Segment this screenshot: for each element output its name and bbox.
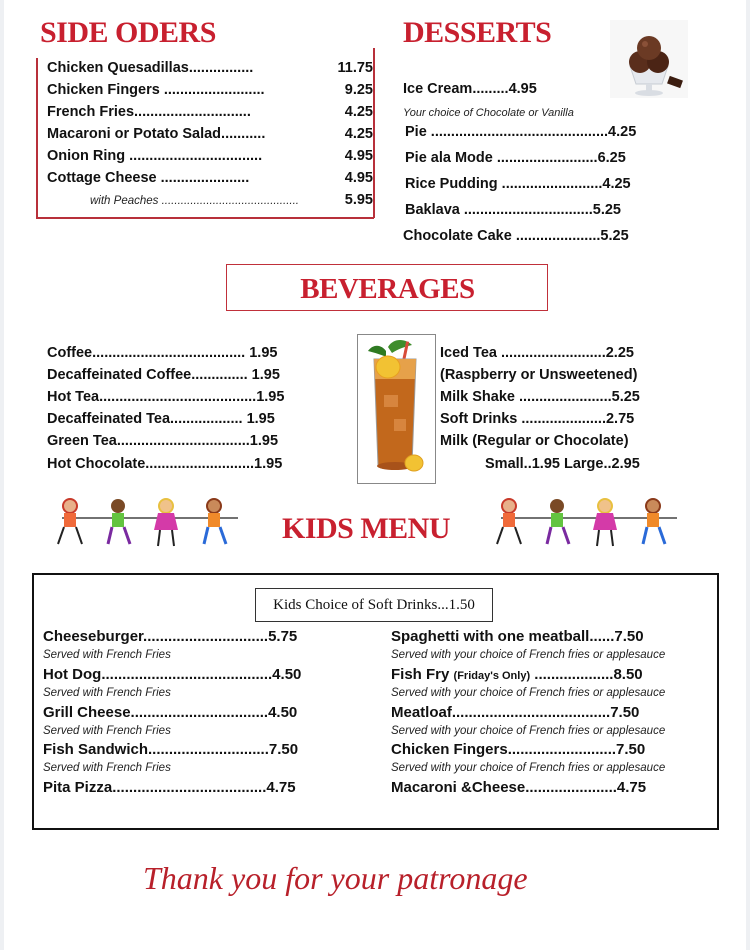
iced-tea-icon: [358, 335, 435, 483]
menu-item: Cottage Cheese ...................... 4.95: [47, 170, 373, 186]
beverage-item: Milk (Regular or Chocolate): [440, 433, 629, 449]
kids-item-note: Served with your choice of French fries or applesauce: [391, 725, 666, 737]
menu-item: Macaroni or Potato Salad........... 4.25: [47, 126, 373, 142]
side-orders-box-left: [36, 58, 38, 218]
kids-item: Hot Dog.........................................4.50: [43, 666, 302, 683]
beverage-item: Small..1.95 Large..2.95: [485, 456, 640, 472]
dessert-item: Rice Pudding .........................4.25: [405, 176, 631, 192]
desserts-title: DESSERTS: [403, 16, 552, 49]
left-edge: [0, 0, 4, 950]
beverage-item: Decaffeinated Coffee.............. 1.95: [47, 367, 280, 383]
menu-item: French Fries............................. 4.25: [47, 104, 373, 120]
beverage-item: (Raspberry or Unsweetened): [440, 367, 638, 383]
kids-item: Chicken Fingers..........................7.50: [391, 741, 646, 758]
kids-item-note: Served with French Fries: [43, 762, 171, 774]
beverage-item: Milk Shake .......................5.25: [440, 389, 640, 405]
side-orders-box-bottom: [36, 217, 374, 219]
beverage-item: Hot Tea.......................................1.95: [47, 389, 285, 405]
kids-item: Fish Fry (Friday's Only) ...................8.50: [391, 666, 643, 683]
beverage-item: Decaffeinated Tea.................. 1.95: [47, 411, 275, 427]
dessert-item: Pie ala Mode .........................6.25: [405, 150, 626, 166]
kids-item: Cheeseburger..............................5.75: [43, 628, 298, 645]
beverage-item: Iced Tea ..........................2.25: [440, 345, 634, 361]
kids-item-note: Served with your choice of French fries or applesauce: [391, 762, 666, 774]
thank-you-message: Thank you for your patronage: [143, 860, 528, 896]
kids-item: Pita Pizza.....................................4.75: [43, 779, 296, 796]
dessert-item: Pie ............................................4.25: [405, 124, 637, 140]
kids-soft-drinks: Kids Choice of Soft Drinks...1.50: [255, 588, 493, 622]
kids-item: Macaroni &Cheese......................4.75: [391, 779, 647, 796]
menu-item: Chicken Fingers ......................... 9.25: [47, 82, 373, 98]
ice-cream-icon: [610, 20, 688, 98]
peaches-price: 5.95: [344, 192, 373, 208]
kids-menu-title: KIDS MENU: [282, 512, 451, 545]
side-orders-box-right: [373, 48, 375, 218]
menu-item: Chicken Quesadillas................ 11.75: [47, 60, 373, 76]
kids-item-note: Served with French Fries: [43, 725, 171, 737]
kids-holding-hands-icon: [48, 494, 248, 554]
iced-tea-frame: [357, 334, 436, 484]
side-orders-title: SIDE ODERS: [40, 16, 216, 49]
kids-item: Grill Cheese.................................4.50: [43, 704, 298, 721]
beverages-title: BEVERAGES: [300, 273, 475, 305]
kids-item: Fish Sandwich.............................7.50: [43, 741, 299, 758]
beverage-item: Green Tea.................................1.95: [47, 433, 279, 449]
kids-item-note: Served with your choice of French fries or applesauce: [391, 687, 666, 699]
beverage-item: Coffee...................................... 1.95: [47, 345, 278, 361]
kids-item: Spaghetti with one meatball......7.50: [391, 628, 644, 645]
ice-cream-note: Your choice of Chocolate or Vanilla: [403, 107, 574, 119]
dessert-item: Baklava ................................5.25: [405, 202, 621, 218]
kids-item-note: Served with French Fries: [43, 687, 171, 699]
dessert-ice-cream: Ice Cream.........4.95: [403, 81, 537, 97]
kids-holding-hands-icon: [484, 494, 690, 554]
beverage-item: Soft Drinks .....................2.75: [440, 411, 635, 427]
kids-item: Meatloaf......................................7.50: [391, 704, 640, 721]
peaches-note: with Peaches ...........................................: [90, 195, 299, 207]
beverage-item: Hot Chocolate...........................1.95: [47, 456, 283, 472]
right-edge: [746, 0, 750, 950]
kids-item-note: Served with French Fries: [43, 649, 171, 661]
kids-item-note: Served with your choice of French fries or applesauce: [391, 649, 666, 661]
dessert-item: Chocolate Cake .....................5.25: [403, 228, 629, 244]
fish-fry-friday-note: (Friday's Only): [453, 670, 531, 682]
menu-item: Onion Ring ................................. 4.95: [47, 148, 373, 164]
